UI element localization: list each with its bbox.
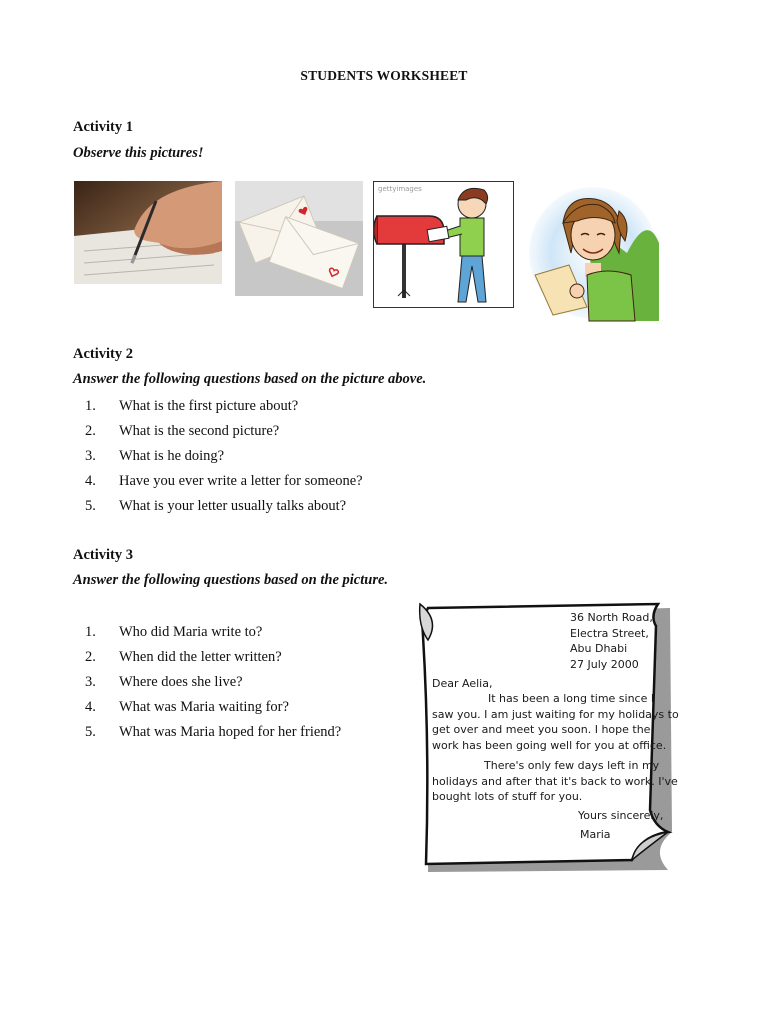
letter-line: holidays and after that it's back to work. I've: [432, 774, 678, 788]
question-item: [73, 397, 363, 422]
letter-signature: Maria: [580, 828, 611, 841]
activity2-heading: Activity 2: [73, 346, 133, 362]
question-item: [73, 648, 341, 673]
letter-paragraph-1: [432, 691, 679, 753]
hand-writing-icon: [74, 181, 222, 284]
activity3-instruction: Answer the following questions based on the picture.: [73, 572, 389, 588]
letter-line: work has been going well for you at office.: [432, 738, 667, 752]
question-text: Who did Maria write to?: [119, 624, 263, 640]
girl-reading-letter-icon: [527, 183, 659, 323]
question-item: [73, 497, 363, 522]
question-item: [73, 422, 363, 447]
boy-at-mailbox-icon: [374, 182, 513, 307]
activity3-question-list: [73, 623, 341, 748]
question-number: 1.: [85, 398, 96, 414]
question-number: 3.: [85, 674, 96, 690]
letter-line: There's only few days left in my: [484, 759, 660, 772]
question-text: What was Maria waiting for?: [119, 699, 289, 715]
address-line: Abu Dhabi: [570, 642, 628, 655]
question-number: 4.: [85, 473, 96, 489]
letter-line: saw you. I am just waiting for my holidays to: [432, 707, 679, 721]
question-item: [73, 623, 341, 648]
question-text: What is the second picture?: [119, 423, 280, 439]
letter-closing: Yours sincerely,: [578, 809, 664, 822]
question-text: What is the first picture about?: [119, 398, 299, 414]
hand-writing-picture: [74, 181, 222, 284]
activity2-question-list: [73, 397, 363, 522]
address-line: 27 July 2000: [570, 657, 639, 671]
boy-mailbox-picture: [373, 181, 514, 308]
letter-line: It has been a long time since I: [488, 692, 655, 705]
envelopes-with-hearts-icon: [235, 181, 363, 296]
activity1-instruction: Observe this pictures!: [73, 145, 204, 161]
question-number: 5.: [85, 498, 96, 514]
question-text: Have you ever write a letter for someone?: [119, 473, 363, 489]
letter-line: bought lots of stuff for you.: [432, 790, 583, 803]
envelopes-picture: [235, 181, 363, 296]
letter-paragraph-2: [432, 758, 678, 805]
letter-picture: [400, 600, 682, 876]
question-text: What is he doing?: [119, 448, 225, 464]
question-number: 2.: [85, 423, 96, 439]
girl-reading-picture: [527, 183, 659, 323]
question-number: 2.: [85, 649, 96, 665]
letter-line: get over and meet you soon. I hope the: [432, 723, 651, 736]
question-item: [73, 723, 341, 748]
question-item: [73, 698, 341, 723]
question-item: [73, 673, 341, 698]
letter-greeting: Dear Aelia,: [432, 677, 493, 690]
question-text: What is your letter usually talks about?: [119, 498, 347, 514]
activity1-heading: Activity 1: [73, 119, 133, 135]
question-text: Where does she live?: [119, 674, 243, 690]
question-number: 5.: [85, 724, 96, 740]
worksheet-title: STUDENTS WORKSHEET: [300, 68, 468, 83]
question-text: What was Maria hoped for her friend?: [119, 724, 342, 740]
question-number: 1.: [85, 624, 96, 640]
question-item: [73, 447, 363, 472]
watermark-caption: gettyimages: [378, 185, 422, 193]
question-number: 3.: [85, 448, 96, 464]
letter-address: [570, 610, 653, 672]
activity2-instruction: Answer the following questions based on the picture above.: [73, 371, 427, 387]
address-line: 36 North Road,: [570, 611, 653, 624]
question-number: 4.: [85, 699, 96, 715]
question-text: When did the letter written?: [119, 649, 282, 665]
question-item: [73, 472, 363, 497]
address-line: Electra Street,: [570, 626, 649, 640]
activity3-heading: Activity 3: [73, 547, 133, 563]
